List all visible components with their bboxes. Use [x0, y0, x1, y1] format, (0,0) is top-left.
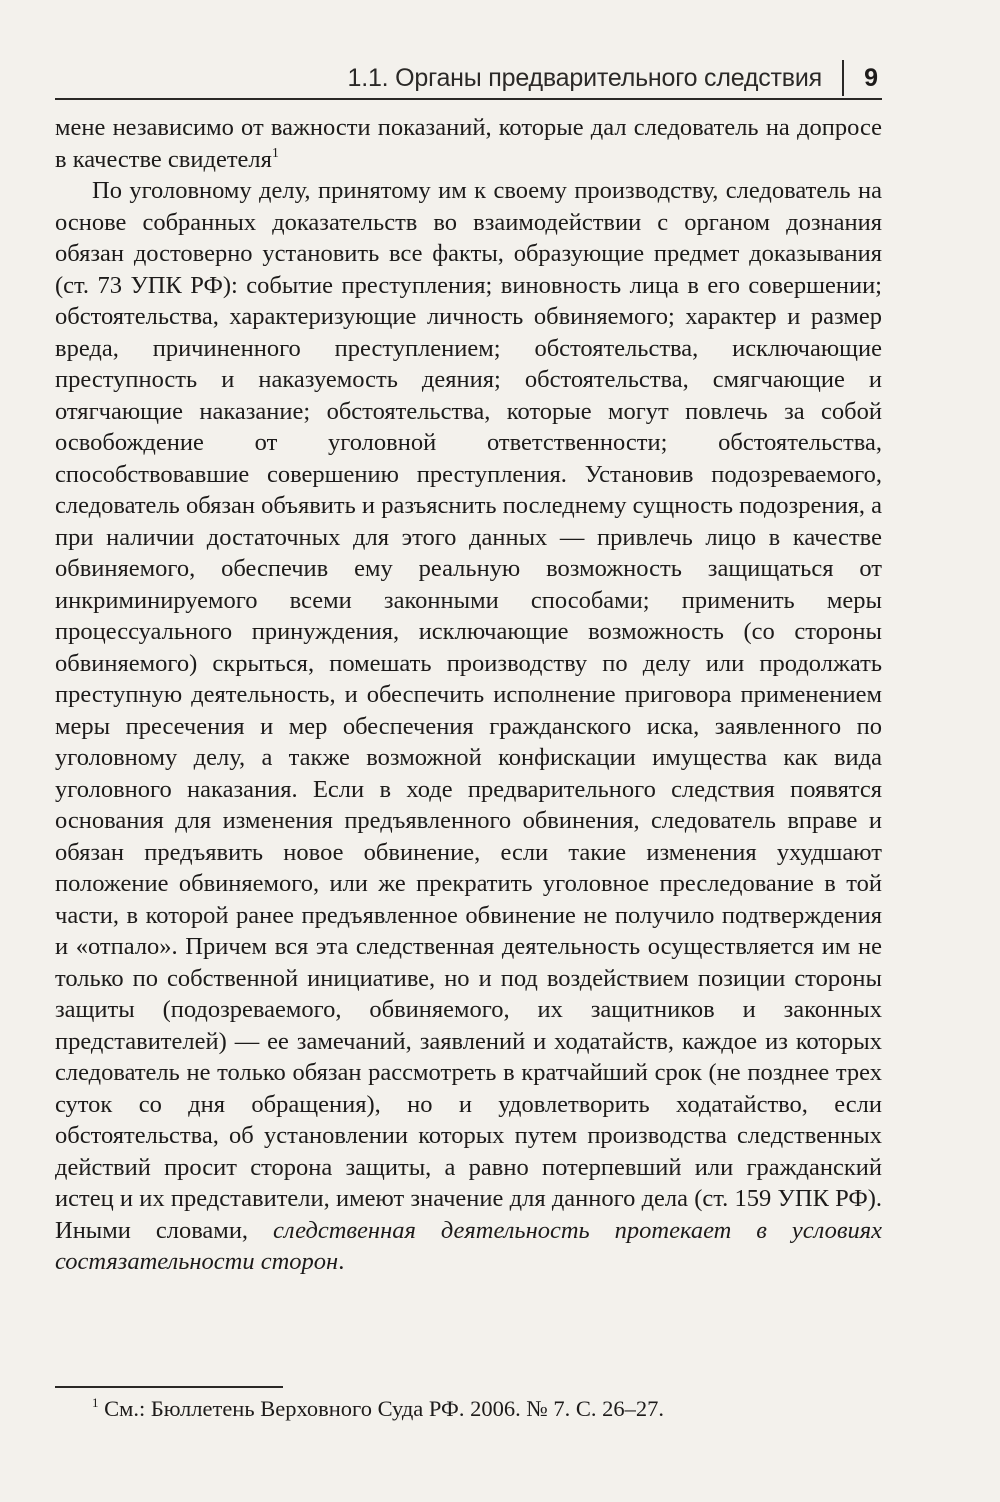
page-number: 9	[864, 64, 878, 92]
footnote-text: См.: Бюллетень Верховного Суда РФ. 2006. № 7. С. 26–27.	[104, 1396, 665, 1421]
continuation-paragraph	[55, 112, 882, 175]
running-header	[55, 60, 882, 100]
main-paragraph	[55, 175, 882, 1278]
footnote-separator	[55, 1386, 283, 1388]
paragraph-end: .	[338, 1248, 345, 1275]
footnote	[92, 1394, 664, 1424]
chapter-section-title: 1.1. Органы предварительного следствия	[347, 64, 822, 92]
continuation-text: мене независимо от важности показаний, которые дал следователь на допросе в качестве свидетеля	[55, 114, 882, 173]
footnote-reference: 1	[271, 145, 279, 161]
paragraph-text: По уголовному делу, принятому им к своему производству, следователь на основе собранных доказательств во взаимодействии с органом дознания обязан достоверно установить все факты, образующие предмет доказывания (ст. 73 УПК РФ): событие преступления; виновность лица в его совершении; обстоятельства, характеризующие личность обвиняемого; характер и размер вреда, причиненного преступлением; обстоятельства, исключающие преступность и наказуемость деяния; обстоятельства, смягчающие и отягчающие наказание; обстоятельства, которые могут повлечь за собой освобождение от уголовной ответственности; обстоятельства, способствовавшие совершению преступления. Установив подозреваемого, следователь обязан объявить и разъяснить последнему сущность подозрения, а при наличии достаточных для этого данных — привлечь лицо в качестве обвиняемого, обеспечив ему реальную возможность защищаться от инкриминируемого всеми законными способами; применить меры процессуального принуждения, исключающие возможность (со стороны обвиняемого) скрыться, помешать производству по делу или продолжать преступную деятельность, и обеспечить исполнение приговора применением меры пресечения и мер обеспечения гражданского иска, заявленного по уголовному делу, а также возможной конфискации имущества как вида уголовного наказания. Если в ходе предварительного следствия появятся основания для изменения предъявленного обвинения, следователь вправе и обязан предъявить новое обвинение, если такие изменения ухудшают положение обвиняемого, или же прекратить уголовное преследование в той части, в которой ранее предъявленное обвинение не получило подтверждения и «отпало». Причем вся эта следственная деятельность осуществляется им не только по собственной инициативе, но и под воздействием позиции стороны защиты (подозреваемого, обвиняемого, их защитников и законных представителей) — ее замечаний, заявлений и ходатайств, каждое из которых следователь не только обязан рассмотреть в кратчайший срок (не позднее трех суток со дня обращения), но и удовлетворить ходатайство, если обстоятельства, об установлении которых путем производства следственных действий просит сторона защиты, а равно потерпевший или гражданский истец и их представители, имеют значение для данного дела (ст. 159 УПК РФ). Иными словами,	[55, 177, 882, 1244]
italic-emphasis: следственная деятельность протекает в условиях состязательности сторон	[55, 1216, 882, 1275]
header-divider	[842, 60, 844, 96]
footnote-marker: 1	[92, 1395, 99, 1410]
